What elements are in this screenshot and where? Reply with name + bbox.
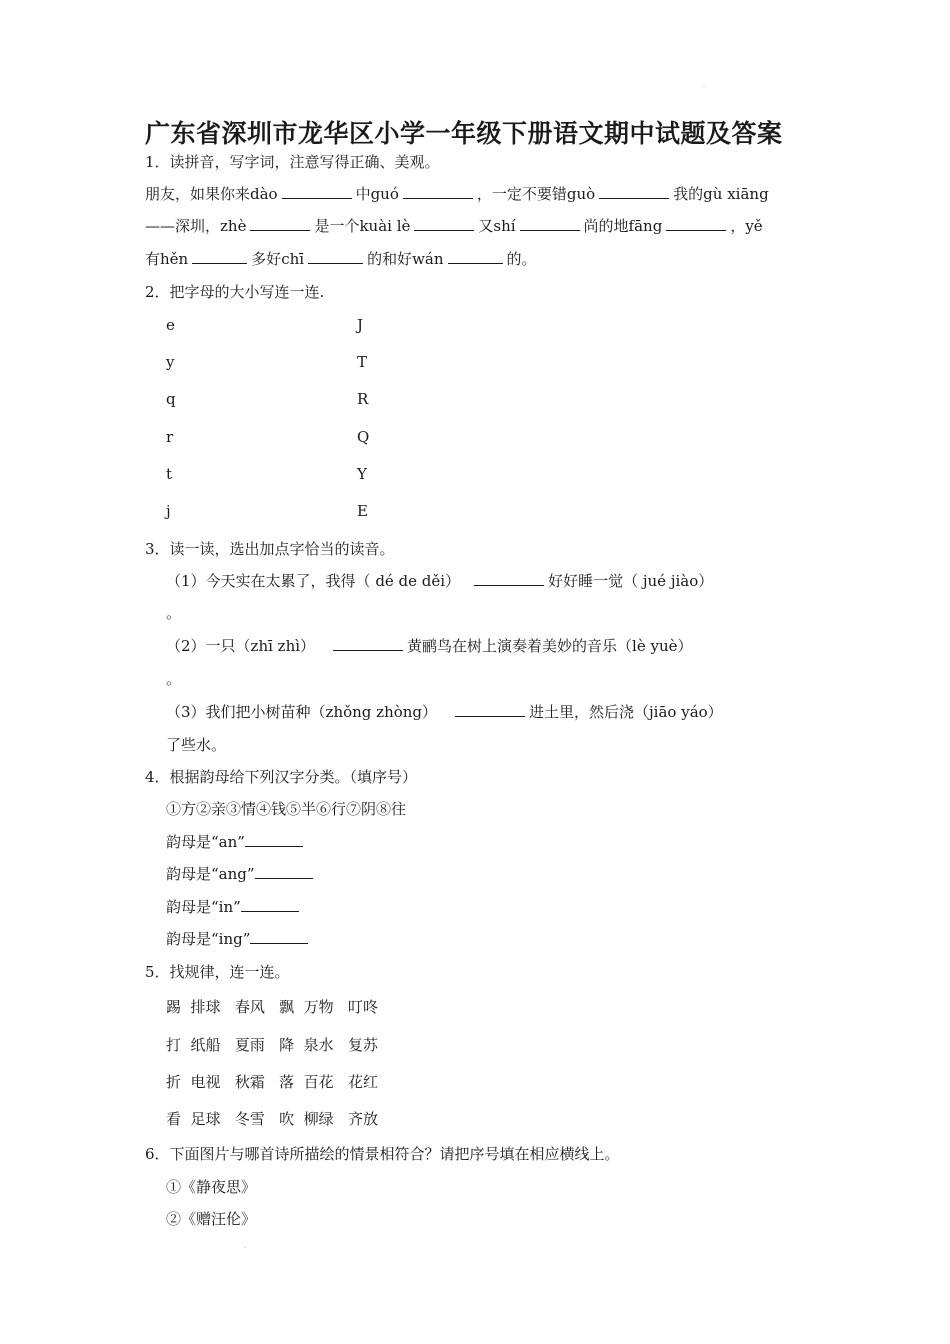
scan-dot-top: ·: [703, 84, 705, 91]
q3-item-1: [166, 570, 713, 591]
q1-text: 我的gù xiāng: [673, 185, 769, 203]
q2-lower-letter[interactable]: q: [166, 390, 176, 408]
answer-blank[interactable]: [241, 897, 299, 912]
q1-text: 是一个kuài lè: [314, 217, 411, 235]
q3-item-3-end: 了些水。: [166, 736, 227, 754]
answer-blank[interactable]: [455, 702, 525, 717]
answer-blank[interactable]: [333, 636, 403, 651]
q1-line-2: [145, 215, 763, 236]
q2-lower-letter[interactable]: e: [166, 316, 175, 334]
q2-upper-letter[interactable]: E: [357, 502, 368, 520]
q5-heading: 5．找规律，连一连。: [145, 963, 290, 981]
q3-text: 黄鹂鸟在树上演奏着美妙的音乐（lè yuè）: [407, 637, 693, 655]
q5-row: 打 纸船 夏雨 降 泉水 复苏: [166, 1036, 378, 1054]
q1-text: ，yě: [730, 217, 763, 235]
q4-row-label: 韵母是“ing”: [166, 930, 251, 948]
answer-blank[interactable]: [255, 864, 313, 879]
answer-blank[interactable]: [403, 184, 473, 199]
q3-text: （1）今天实在太累了，我得（ dé de děi）: [166, 572, 461, 590]
q1-text: ，一定不要错guò: [476, 185, 596, 203]
q4-row: [166, 896, 303, 917]
q2-upper-letter[interactable]: T: [357, 353, 368, 371]
answer-blank[interactable]: [666, 216, 726, 231]
q3-item-3: [166, 701, 723, 722]
answer-blank[interactable]: [448, 249, 503, 264]
scan-dot-bottom: ·: [244, 1245, 246, 1252]
q1-text: 朋友，如果你来dào: [145, 185, 278, 203]
q2-upper-letter[interactable]: J: [357, 316, 364, 334]
q1-text: 的和好wán: [367, 250, 444, 268]
answer-blank[interactable]: [520, 216, 580, 231]
q2-upper-letter[interactable]: Q: [357, 428, 370, 446]
q1-text: 多好chī: [251, 250, 305, 268]
q6-heading: 6．下面图片与哪首诗所描绘的情景相符合？请把序号填在相应横线上。: [145, 1145, 620, 1163]
q4-char-list: ①方②亲③情④钱⑤半⑥行⑦阴⑧往: [166, 800, 407, 818]
q1-text: ——深圳，zhè: [145, 217, 247, 235]
q2-upper-letter[interactable]: Y: [357, 465, 367, 483]
q1-text: 又shí: [478, 217, 516, 235]
q1-text: 尚的地fāng: [583, 217, 663, 235]
answer-blank[interactable]: [599, 184, 669, 199]
q1-text: 中guó: [355, 185, 399, 203]
q4-row: [166, 863, 317, 884]
q1-text: 的。: [506, 250, 537, 268]
q3-text: （3）我们把小树苗种（zhǒng zhòng）: [166, 703, 438, 721]
q2-lower-letter[interactable]: t: [166, 465, 173, 483]
q5-row: 折 电视 秋霜 落 百花 花红: [166, 1073, 378, 1091]
q1-line-3: [145, 248, 537, 269]
q2-lower-letter[interactable]: j: [166, 502, 171, 520]
q3-item-2-end: 。: [166, 670, 182, 688]
q4-heading: 4．根据韵母给下列汉字分类。（填序号）: [145, 768, 418, 786]
q1-heading: 1．读拼音，写字词，注意写得正确、美观。: [145, 153, 440, 171]
answer-blank[interactable]: [250, 929, 308, 944]
answer-blank[interactable]: [474, 571, 544, 586]
q3-text: （2）一只（zhī zhì）: [166, 637, 316, 655]
page-title: 广东省深圳市龙华区小学一年级下册语文期中试题及答案: [145, 119, 783, 148]
answer-blank[interactable]: [414, 216, 474, 231]
q3-text: 进土里，然后浇（jiāo yáo）: [529, 703, 723, 721]
q6-option: ②《赠汪伦》: [166, 1210, 257, 1228]
q1-text: 有hěn: [145, 250, 189, 268]
q4-row: [166, 831, 307, 852]
q5-row: 踢 排球 春风 飘 万物 叮咚: [166, 998, 378, 1016]
answer-blank[interactable]: [192, 249, 247, 264]
answer-blank[interactable]: [245, 832, 303, 847]
q1-line-1: [145, 183, 769, 204]
q5-row: 看 足球 冬雪 吹 柳绿 齐放: [166, 1110, 378, 1128]
q4-row-label: 韵母是“ang”: [166, 865, 255, 883]
answer-blank[interactable]: [308, 249, 363, 264]
q4-row-label: 韵母是“an”: [166, 833, 245, 851]
q3-item-1-end: 。: [166, 604, 182, 622]
q4-row: [166, 928, 312, 949]
answer-blank[interactable]: [282, 184, 352, 199]
q2-lower-letter[interactable]: r: [166, 428, 174, 446]
answer-blank[interactable]: [250, 216, 310, 231]
q2-lower-letter[interactable]: y: [166, 353, 175, 371]
q3-text: 好好睡一觉（ jué jiào）: [548, 572, 714, 590]
q2-upper-letter[interactable]: R: [357, 390, 369, 408]
q3-item-2: [166, 635, 693, 656]
q3-heading: 3．读一读，选出加点字恰当的读音。: [145, 540, 395, 558]
q4-row-label: 韵母是“in”: [166, 898, 241, 916]
q2-heading: 2．把字母的大小写连一连.: [145, 283, 325, 301]
q6-option: ①《静夜思》: [166, 1178, 257, 1196]
